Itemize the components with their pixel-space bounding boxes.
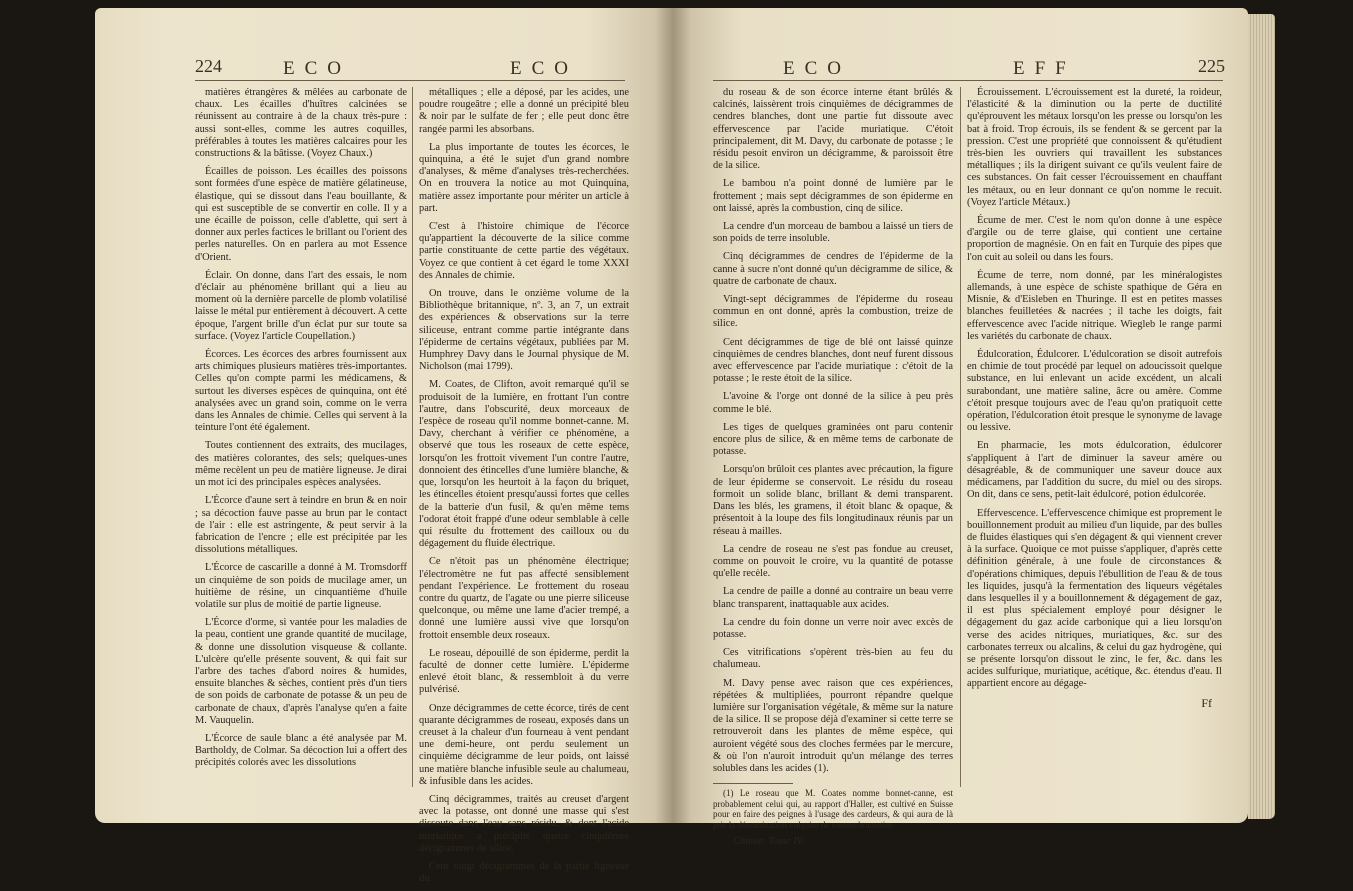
paragraph: Écorces. Les écorces des arbres fournissent aux arts chimiques plusieurs matières très-importantes. Celles qu'on compte parmi les médicamens, & surtout les diverses espèces de quinquina, ont été analysées avec un grand soin, comme on le verra dans les Annales de chimie. Celles qui servent à la teinture l'ont été également.: [195, 349, 407, 434]
paragraph: La cendre du foin donne un verre noir avec excès de potasse.: [713, 616, 953, 640]
paragraph: L'Écorce d'aune sert à teindre en brun & en noir ; sa décoction fauve passe au brun par le contact de l'air : elle est astringente, & peut servir à la fabrication de l'encre ; elle est précipitée par les dissolutions métalliques.: [195, 495, 407, 556]
paragraph: Écume de terre, nom donné, par les minéralogistes allemands, à une espèce de schiste spathique de Géra en Misnie, & d'Eisleben en Thuringe. Il est en petites masses blanches feuilletées & nacrées ; il tache les doigts, fait effervescence avec l'acide nitrique. Wiegleb le range parmi les variétés du carbonate de chaux.: [967, 269, 1222, 342]
paragraph: Le bambou n'a point donné de lumière par le frottement ; mais sept décigrammes de son épiderme en ont laissé, après la combustion, cinq de silice.: [713, 178, 953, 214]
paragraph: L'Écorce de saule blanc a été analysée par M. Bartholdy, de Colmar. Sa décoction lui a offert des précipités colorés avec les dissolutions: [195, 732, 407, 769]
paragraph: Cent décigrammes de tige de blé ont laissé quinze cinquièmes de cendres blanches, dont neuf furent dissous avec effervescence par l'acide muriatique : c'étoit de la potasse ; le reste étoit de la silice.: [713, 336, 953, 385]
left-column-1: [195, 87, 407, 776]
paragraph: La cendre de roseau ne s'est pas fondue au creuset, comme on pouvoit le croire, vu la quantité de potasse qu'elle recèle.: [713, 543, 953, 580]
paragraph: matières étrangères & mêlées au carbonate de chaux. Les écailles d'huîtres calcinées se réunissent au contraire à de la chaux très-pure : aussi sont-elles, comme les autres coquilles, préférables à toutes les matières calcaires pour les constructions & la bâtisse. (Voyez Chaux.): [195, 87, 407, 160]
paragraph: Cinq décigrammes, traités au creuset d'argent avec la potasse, ont donné une masse qui s'est dissoute dans l'eau sans résidu, & dont l'acide muriatique a précipité quatre cinquièmes décigrammes de silice.: [419, 793, 629, 854]
header-rule-right: [713, 80, 1223, 81]
right-running-head-b: EFF: [1013, 58, 1076, 79]
paragraph: M. Davy pense avec raison que ces expériences, répétées & multipliées, pourront répandre quelque lumière sur l'organisation végétale, & même sur la nature de la silice. Il se propose déjà d'examiner si cette terre se retrouveroit dans les plantes de même espèce, qui auroient végété sous des cloches fermées par le mercure, & où l'on n'auroit introduit qu'un mélange des terres solubles dans les acides (1).: [713, 677, 953, 774]
left-column-2: [419, 87, 629, 891]
right-column-2: [967, 87, 1222, 709]
paragraph: La cendre d'un morceau de bambou a laissé un tiers de son poids de terre insoluble.: [713, 221, 953, 245]
paragraph: La cendre de paille a donné au contraire un beau verre blanc transparent, inattaquable aux acides.: [713, 586, 953, 610]
paragraph: du roseau & de son écorce interne étant brûlés & calcinés, laissèrent trois cinquièmes de décigrammes de cendres blanches, dont une partie fut dissoute avec effervescence par l'acide muriatique. C'étoit principalement, dit M. Davy, du carbonate de potasse ; le résidu pesoit environ un décigramme, & paroissoit être de la silice.: [713, 87, 953, 172]
signature-line: Chimie. Tome IV.: [733, 836, 805, 848]
right-column-1: [713, 87, 953, 848]
paragraph: La plus importante de toutes les écorces, le quinquina, a été le sujet d'un grand nombre d'analyses, & même d'analyses très-recherchées. On en trouvera la notice au mot Quinquina, matière assez importante pour mériter un article à part.: [419, 141, 629, 214]
paragraph: Cent vingt décigrammes de la partie ligneuse du: [419, 860, 629, 885]
column-divider: [412, 87, 413, 787]
right-page: [673, 8, 1248, 848]
paragraph: On trouve, dans le onzième volume de la Bibliothèque britannique, nº. 3, an 7, un extrait des expériences & observations sur la terre siliceuse, entrant comme partie intégrante dans l'épiderme de certains végétaux, publiées par M. Humphrey Davy dans le Journal physique de M. Nicholson (mai 1799).: [419, 288, 629, 373]
paragraph: L'avoine & l'orge ont donné de la silice à peu près comme le blé.: [713, 391, 953, 415]
column-divider-right: [960, 87, 961, 787]
right-running-head-a: ECO: [783, 58, 851, 79]
paragraph: C'est à l'histoire chimique de l'écorce qu'appartient la découverte de la silice comme partie constituante de cette partie des végétaux. Voyez ce que contient à cet égard le tome XXXI des Annales de chimie.: [419, 221, 629, 281]
paragraph: Éclair. On donne, dans l'art des essais, le nom d'éclair au phénomène brillant qui a lieu au moment où la dernière parcelle de plomb volatilisé laisse le métal pur entièrement à découvert. A cette époque, l'argent brille d'un éclat pur sur toute sa surface. (Voyez l'article Coupellation.): [195, 269, 407, 342]
left-running-head-b: ECO: [510, 58, 578, 79]
header-rule: [195, 80, 625, 81]
open-book: [95, 8, 1275, 885]
left-running-head-a: ECO: [283, 58, 351, 79]
paragraph: Effervescence. L'effervescence chimique est proprement le bouillonnement produit au milieu d'un liquide, par des bulles de fluides élastiques qui s'en dégagent & qui viennent crever à la surface. Quoique ce mot puisse s'appliquer, d'après cette définition générale, à une foule de circonstances & d'opérations chimiques, depuis l'ébullition de l'eau & de tous les liquides, jusqu'à la fermentation des liqueurs végétales dans lesquelles il y a bouillonnement & dégagement de gaz, il est plus spécialement employé pour désigner le dégagement du gaz acide carbonique qui a lieu lorsqu'on verse des acides nitriques, muriatiques, &c. sur des carbonates terreux ou alcalins, & celui du gaz hydrogène, qui se présente lorsqu'on dissout le zinc, le fer, &c. dans les acides sulfurique, muriatique, acétique, &c. étendus d'eau. Il appartient encore au dégage-: [967, 507, 1222, 690]
right-column-1-body: [713, 87, 953, 775]
paragraph: Édulcoration, Édulcorer. L'édulcoration se disoit autrefois en chimie de tout procédé par lequel on adoucissoit quelque substance, en lui enlevant un acide excédent, un alcali surabondant, une matière saline, âcre ou amère. Comme c'étoit presque toujours avec de l'eau qu'on pratiquoit cette opération, l'édulcoration étoit presque le synonyme de lavage ou lessive.: [967, 349, 1222, 434]
paragraph: métalliques ; elle a déposé, par les acides, une poudre rougeâtre ; elle a donné un précipité bleu & noir par le sulfate de fer ; elle peut donc être rangée parmi les absorbans.: [419, 87, 629, 135]
right-folio: 225: [1198, 56, 1225, 76]
paragraph: L'Écorce de cascarille a donné à M. Tromsdorff un cinquième de son poids de mucilage amer, un huitième de résine, un cinquantième d'huile volatile sur plus de moitié de partie ligneuse.: [195, 562, 407, 610]
paragraph: Cinq décigrammes de cendres de l'épiderme de la canne à sucre n'ont donné qu'un décigramme de silice, & quatre de carbonate de chaux.: [713, 251, 953, 287]
left-folio: 224: [195, 56, 222, 76]
footnote-rule: [713, 783, 793, 784]
paragraph: Onze décigrammes de cette écorce, tirés de cent quarante décigrammes de roseau, exposés dans un creuset à la chaleur d'un fourneau à vent pendant une demi-heure, ont perdu seulement un cinquième décigramme de leur poids, ont laissé une matière blanche infusible seule au chalumeau, & infusible dans les acides.: [419, 702, 629, 787]
left-page: [95, 8, 673, 885]
page-edges: [1248, 14, 1275, 819]
paragraph: Écailles de poisson. Les écailles des poissons sont formées d'une espèce de matière gélatineuse, élastique, qui se dissout dans l'eau bouillante, & qui est susceptible de se convertir en colle. Il y a une écaille de poisson, celle d'ablette, qui sert à donner aux perles factices le brillant ou l'orient des perles naturelles. On en parlera au mot Essence d'Orient.: [195, 166, 407, 263]
paragraph: M. Coates, de Clifton, avoit remarqué qu'il se produisoit de la lumière, en frottant l'un contre l'autre, dans l'obscurité, deux morceaux de l'espèce de roseau qu'il nomme bonnet-canne. M. Davy, cherchant à vérifier ce phénomène, a observé que tous les roseaux de cette espèce, lorsqu'on les frottoit vivement l'un contre l'autre, donnoient des étincelles d'une lumière blanche, & que, lorsqu'on les heurtoit à la façon du briquet, les étincelles étoient presqu'aussi fortes que celles de la batterie d'un fusil, & qu'en même tems l'odorat étoit frappé d'une odeur semblable à celle qui résulte du frottement des cailloux ou du dégagement du fluide électrique.: [419, 379, 629, 550]
paragraph: Les tiges de quelques graminées ont paru contenir encore plus de silice, & en même tems de carbonate de potasse.: [713, 421, 953, 458]
paragraph: Lorsqu'on brûloit ces plantes avec précaution, la figure de leur épiderme se conservoit. Le résidu du roseau formoit un solide blanc, brillant & demi transparent. Dans les blés, les gramens, il étoit blanc & opaque, & présentoit à la loupe des fils longitudinaux réunis par un réseau à mailles.: [713, 464, 953, 537]
paragraph: Vingt-sept décigrammes de l'épiderme du roseau commun en ont donné, après la combustion, treize de silice.: [713, 294, 953, 330]
paragraph: Ce n'étoit pas un phénomène électrique; l'électromètre ne fut pas affecté sensiblement pendant l'expérience. Le frottement du roseau contre du quartz, de l'agate ou une pierre siliceuse quelconque, ou même une lame d'acier trempé, a donné une lumière aussi vive que lorsqu'on frottoit ensemble deux roseaux.: [419, 556, 629, 641]
paragraph: Le roseau, dépouillé de son épiderme, perdit la faculté de donner cette lumière. L'épiderme enlevé étoit blanc, & ressembloit à du verre pulvérisé.: [419, 647, 629, 696]
paragraph: Ces vitrifications s'opèrent très-bien au feu du chalumeau.: [713, 647, 953, 671]
paragraph: Toutes contiennent des extraits, des mucilages, des matières colorantes, des sels; quelques-unes même recèlent un peu de matière ligneuse. Je dirai un mot ici des principales espèces analysées.: [195, 440, 407, 489]
book-gutter: [655, 8, 691, 823]
paragraph: En pharmacie, les mots édulcoration, édulcorer s'appliquent à l'art de diminuer la saveur amère ou désagréable, & de communiquer une saveur douce aux médicamens, par l'addition du sucre, du miel ou des sirops. On dit, dans ce sens, petit-lait édulcoré, potion édulcorée.: [967, 440, 1222, 501]
paragraph: Écrouissement. L'écrouissement est la dureté, la roideur, l'élasticité & la diminution ou la perte de ductilité qu'éprouvent les métaux lorsqu'on les presse ou lorsqu'on les bat à froid. Trop écrouis, ils se fendent & se gercent par la pression. C'est une propriété que connoissent & qu'étudient très-bien les ouvriers qui travaillent les substances métalliques ; ils la dirigent suivant ce qu'ils veulent faire de ces substances. On fait cesser l'écrouissement en chauffant les métaux, ou en leur donnant ce qu'on nomme le recuit. (Voyez l'article Métaux.): [967, 87, 1222, 208]
footnote: (1) Le roseau que M. Coates nomme bonnet-canne, est probablement celui qui, au rapport d'Haller, est cultivé en Suisse pour en faire des peignes à l'usage des cardeurs, & qui aura de là pris la dénomination vulgaire de roseau-bonnetier.: [713, 788, 953, 830]
signature-mark: Ff: [1201, 695, 1212, 710]
right-column-2-body: [967, 87, 1222, 691]
paragraph: L'Écorce d'orme, si vantée pour les maladies de la peau, contient une grande quantité de mucilage, & donne une dissolution visqueuse & collante. L'ulcère qu'elle présente souvent, & qui fait sur l'arbre des taches d'abord noires & humides, ensuite blanches & sèches, contient près d'un tiers de son poids de carbonate de potasse & un peu de carbonate de chaux, d'après l'analyse qu'en a faite M. Vauquelin.: [195, 617, 407, 726]
paragraph: Écume de mer. C'est le nom qu'on donne à une espèce d'argile ou de terre glaise, qui contient une certaine proportion de magnésie. On en fait en Turquie des pipes que l'on cuit au soleil ou dans les fours.: [967, 215, 1222, 263]
